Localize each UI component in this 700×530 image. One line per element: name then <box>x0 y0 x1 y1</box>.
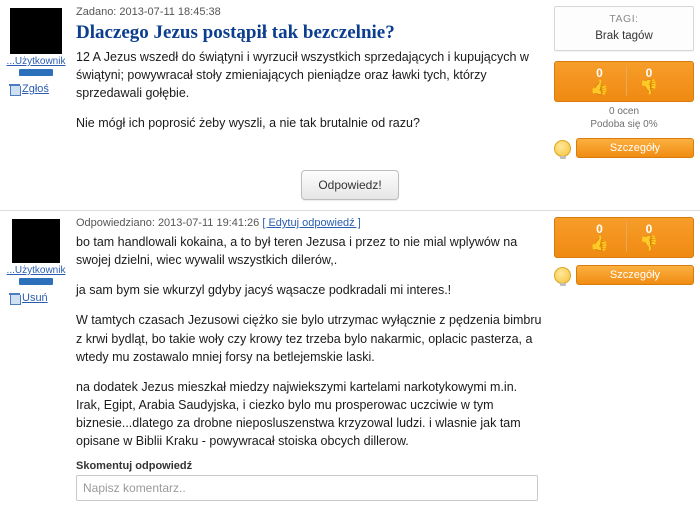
question-author-name[interactable]: ...Użytkownik <box>6 56 66 67</box>
tags-box <box>554 6 694 51</box>
question-vote-down[interactable] <box>626 66 672 96</box>
answer-vote-down[interactable] <box>626 222 672 252</box>
author-badge <box>19 69 53 76</box>
question-body <box>76 48 544 133</box>
lightbulb-icon <box>554 140 571 157</box>
tags-value: Brak tagów <box>595 30 653 42</box>
trash-icon <box>10 293 19 304</box>
trash-icon <box>10 84 19 95</box>
answer-author-column <box>0 211 70 509</box>
answer-details-button[interactable]: Szczegóły <box>576 265 694 285</box>
answer-paragraph: W tamtych czasach Jezusowi ciężko sie bylo utrzymac wyłącznie z pędzenia bimbru z krwi bydląt, bo takie woły czy krowy tez trzeba bylo nakarmic, oplacic pasterza, a wtedy mu zostawalo mniej forsy na betlejemskie laski. <box>76 313 542 364</box>
thumb-up-icon[interactable]: 👍 <box>590 235 609 252</box>
question-content <box>70 0 552 164</box>
thumb-up-icon[interactable]: 👍 <box>590 79 609 96</box>
question-vote-percent-text: Podoba się 0% <box>590 119 658 130</box>
answer-body <box>76 233 544 450</box>
question-vote-box <box>554 61 694 102</box>
answer-vote-down-count: 0 <box>645 222 653 236</box>
question-details-button[interactable]: Szczegóły <box>576 138 694 158</box>
question-vote-caption <box>554 105 694 131</box>
comment-label: Skomentuj odpowiedź <box>76 460 193 473</box>
tags-title: TAGI: <box>609 13 639 25</box>
answer-details-row <box>554 265 694 285</box>
question-details-row <box>554 138 694 158</box>
avatar[interactable] <box>10 8 62 54</box>
question-vote-up[interactable] <box>577 66 623 96</box>
answer-paragraph: ja sam bym sie wkurzyl gdyby jacyś wąsacze podkradali mi interes.! <box>76 283 452 298</box>
comment-input[interactable] <box>76 475 538 501</box>
question-vote-count-text: 0 ocen <box>608 106 640 117</box>
answer-button-bar <box>0 164 700 210</box>
question-block <box>0 0 700 164</box>
answer-vote-up[interactable] <box>577 222 623 252</box>
comment-section <box>76 460 544 501</box>
answer-rail <box>552 211 700 509</box>
question-paragraph: Nie mógł ich poprosić żeby wyszli, a nie tak brutalnie od razu? <box>76 116 420 131</box>
answer-paragraph: bo tam handlowali kokaina, a to był teren Jezusa i przez to nie mial wplywów na swojej dzielni, wiec wywalil wszystkich dilerów,. <box>76 235 518 268</box>
answer-paragraph: na dodatek Jezus mieszkał miedzy najwiekszymi kartelami narkotykowymi m.in. Irak, Egipt, Arabia Saudyjska, i ciezko bylo mu prosperowac uczciwie w tym biznesie...dlatego za drobne nieposluszenstwa krzyzowal ludzi. i wlasnie jak tam opisane w Biblii Kraku - powywracał stoiska obcych dillerow. <box>76 379 521 449</box>
thumb-down-icon[interactable]: 👎 <box>639 235 659 252</box>
answer-block <box>0 211 700 509</box>
answer-meta <box>76 217 544 229</box>
question-meta: Zadano: 2013-07-11 18:45:38 <box>76 6 221 18</box>
question-rail <box>552 0 700 164</box>
question-author-column <box>0 0 70 164</box>
answer-timestamp: Odpowiedziano: 2013-07-11 19:41:26 <box>76 217 260 229</box>
delete-answer-action[interactable] <box>6 292 66 304</box>
report-question-action[interactable] <box>6 83 66 95</box>
answer-content <box>70 211 552 509</box>
delete-answer-label[interactable]: Usuń <box>22 292 48 304</box>
page-title: Dlaczego Jezus postąpił tak bezczelnie? <box>76 22 395 43</box>
edit-answer-link[interactable]: [ Edytuj odpowiedź ] <box>262 217 361 229</box>
answer-button[interactable]: Odpowiedz! <box>301 170 398 200</box>
thumb-down-icon[interactable]: 👎 <box>639 79 659 96</box>
question-vote-up-count: 0 <box>596 66 603 80</box>
author-badge <box>19 278 53 285</box>
avatar[interactable] <box>12 219 60 263</box>
answer-vote-up-count: 0 <box>596 222 603 236</box>
answer-author-name[interactable]: ...Użytkownik <box>6 265 66 276</box>
lightbulb-icon <box>554 267 571 284</box>
report-question-label[interactable]: Zgłoś <box>22 83 49 95</box>
question-vote-down-count: 0 <box>645 66 653 80</box>
question-paragraph: 12 A Jezus wszedł do świątyni i wyrzucił wszystkich sprzedających i kupujących w świątyni; powywracał stoły zmieniających pieniądze oraz ławki tych, którzy sprzedawali gołębie. <box>76 49 529 101</box>
answer-vote-box <box>554 217 694 258</box>
